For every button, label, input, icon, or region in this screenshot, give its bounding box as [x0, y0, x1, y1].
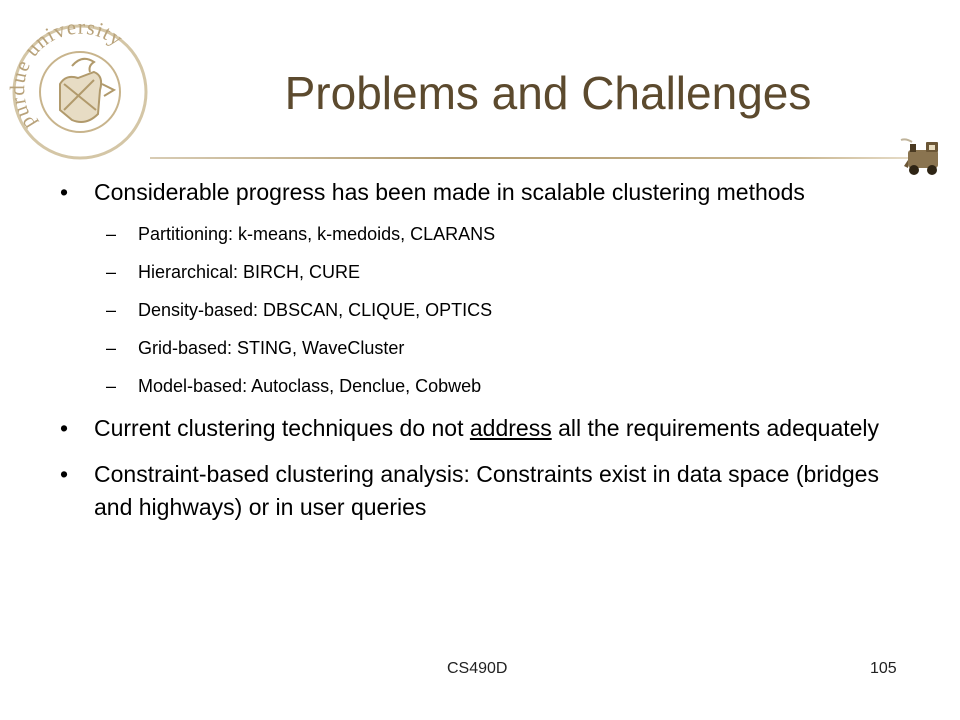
bullet-marker: • [60, 415, 69, 441]
title-divider [150, 157, 910, 159]
subitem-text: Density-based: DBSCAN, CLIQUE, OPTICS [138, 300, 493, 320]
slide-content [60, 172, 920, 524]
dash-marker: – [106, 300, 117, 320]
bullet-progress [60, 176, 920, 209]
subitem-hierarchical [60, 259, 920, 285]
bullet-progress-text: Considerable progress has been made in scalable clustering methods [94, 179, 805, 205]
subitem-density [60, 297, 920, 323]
dash-marker: – [106, 376, 117, 396]
university-seal-logo [2, 14, 152, 164]
bullet-requirements-before: Current clustering techniques do not [94, 415, 470, 441]
subitem-partitioning [60, 221, 920, 247]
subitem-text: Hierarchical: BIRCH, CURE [138, 262, 361, 282]
slide-title: Problems and Challenges [284, 67, 812, 119]
dash-marker: – [106, 262, 117, 282]
seal-arc-text: purdue university [5, 14, 129, 135]
dash-marker: – [106, 224, 117, 244]
footer-page-number: 105 [870, 660, 897, 677]
subitem-model [60, 373, 920, 399]
dash-marker: – [106, 338, 117, 358]
bullet-marker: • [60, 179, 69, 205]
underlined-word: address [469, 415, 552, 441]
subitem-grid [60, 335, 920, 361]
bullet-requirements-after: all the requirements adequately [551, 415, 880, 441]
bullet-constraints [60, 458, 920, 524]
footer-course: CS490D [447, 660, 508, 677]
subitem-text: Model-based: Autoclass, Denclue, Cobweb [138, 376, 482, 396]
subitem-text: Grid-based: STING, WaveCluster [138, 338, 405, 358]
bullet-constraints-text: Constraint-based clustering analysis: Constraints exist in data space (bridges and highways) or in user queries [94, 461, 879, 520]
bullet-requirements [60, 412, 920, 445]
bullet-marker: • [60, 461, 69, 487]
subitem-text: Partitioning: k-means, k-medoids, CLARANS [138, 224, 496, 244]
